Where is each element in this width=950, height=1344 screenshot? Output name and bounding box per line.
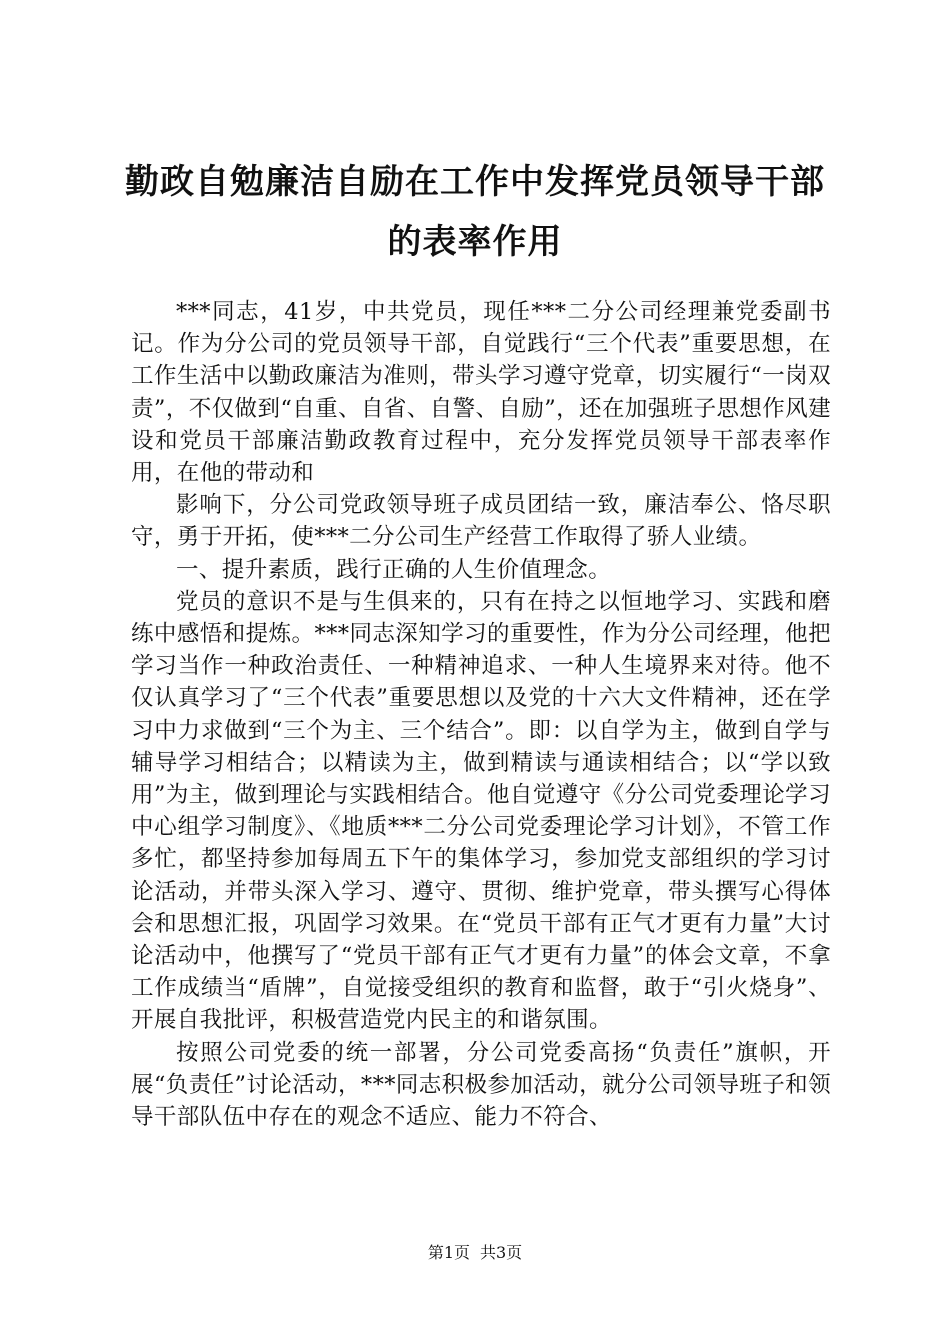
document-body xyxy=(131,296,831,1133)
paragraph-study: 党员的意识不是与生俱来的，只有在持之以恒地学习、实践和磨练中感悟和提炼。***同志深知学习的重要性，作为分公司经理，他把学习当作一种政治责任、一种精神追求、一种人生境界来对待。他不仅认真学习了“三个代表”重要思想以及党的十六大文件精神，还在学习中力求做到“三个为主、三个结合”。即：以自学为主，做到自学与辅导学习相结合；以精读为主，做到精读与通读相结合；以“学以致用”为主，做到理论与实践相结合。他自觉遵守《分公司党委理论学习中心组学习制度》、《地质***二分公司党委理论学习计划》，不管工作多忙，都坚持参加每周五下午的集体学习，参加党支部组织的学习讨论活动，并带头深入学习、遵守、贯彻、维护党章，带头撰写心得体会和思想汇报，巩固学习效果。在“党员干部有正气才更有力量”大讨论活动中，他撰写了“党员干部有正气才更有力量”的体会文章，不拿工作成绩当“盾牌”，自觉接受组织的教育和监督，敢于“引火烧身”、开展自我批评，积极营造党内民主的和谐氛围。 xyxy=(131,588,831,1034)
document-title-line-1: 勤政自勉廉洁自励在工作中发挥党员领导干部 xyxy=(125,162,825,202)
document-title-line-2: 的表率作用 xyxy=(387,222,563,262)
paragraph-influence: 影响下，分公司党政领导班子成员团结一致，廉洁奉公、恪尽职守，勇于开拓，使***二分公司生产经营工作取得了骄人业绩。 xyxy=(131,492,831,551)
paragraph-intro: ***同志，41岁，中共党员，现任***二分公司经理兼党委副书记。作为分公司的党员领导干部，自觉践行“三个代表”重要思想，在工作生活中以勤政廉洁为准则，带头学习遵守党章，切实履行“一岗双责”，不仅做到“自重、自省、自警、自励”，还在加强班子思想作风建设和党员干部廉洁勤政教育过程中，充分发挥党员领导干部表率作用，在他的带动和 xyxy=(131,299,831,487)
page-total: 共3页 xyxy=(480,1243,523,1262)
paragraph-responsibility: 按照公司党委的统一部署，分公司党委高扬“负责任”旗帜，开展“负责任”讨论活动，***同志积极参加活动，就分公司领导班子和领导干部队伍中存在的观念不适应、能力不符合、 xyxy=(131,1039,831,1131)
page-footer xyxy=(0,1243,950,1263)
page-number: 第1页 xyxy=(427,1243,470,1262)
section-heading-1: 一、提升素质，践行正确的人生价值理念。 xyxy=(176,556,612,583)
